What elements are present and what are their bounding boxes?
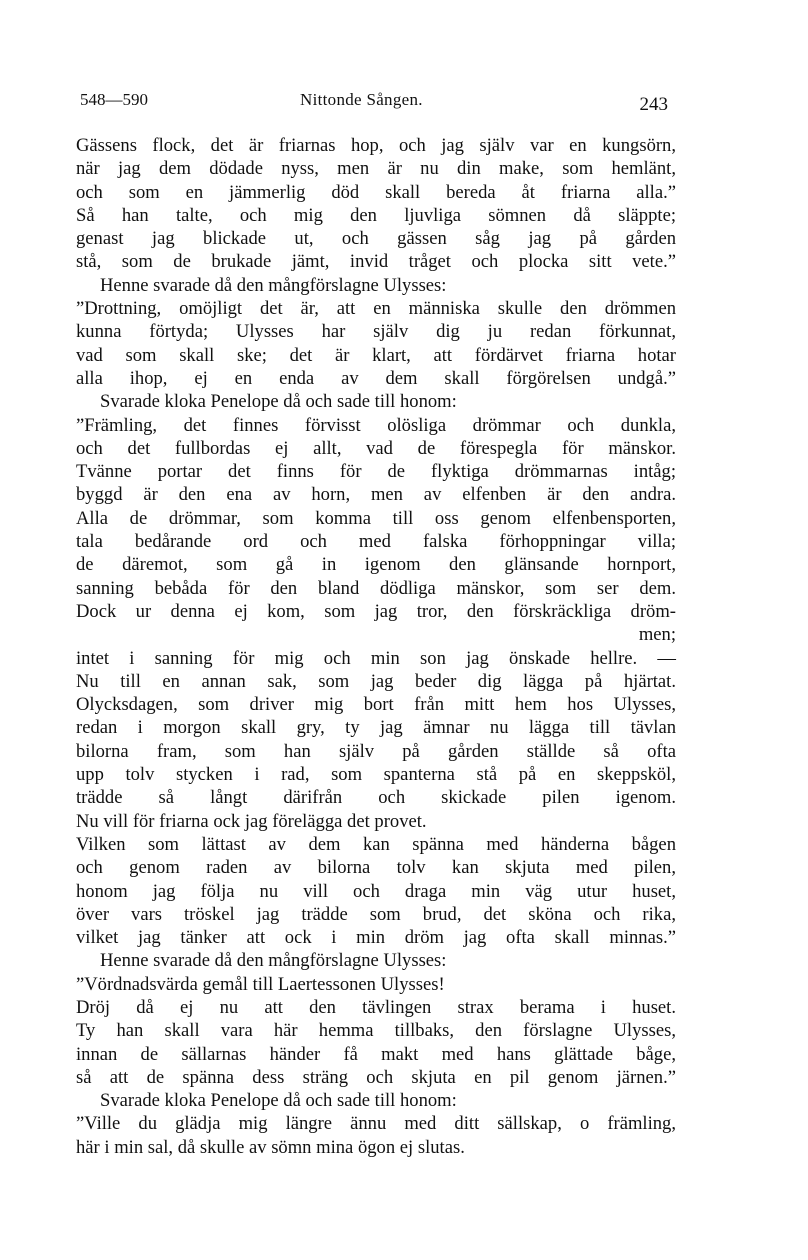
verse-line: Dock ur denna ej kom, som jag tror, den förskräckliga dröm- [76, 600, 676, 622]
line-range: 548—590 [80, 90, 148, 109]
verse-line: vilket jag tänker att ock i min dröm jag ofta skall minnas.” [76, 927, 676, 949]
running-title: Nittonde Sången. [300, 90, 423, 109]
verse-line: de däremot, som gå in igenom den glänsande hornport, [76, 554, 676, 576]
verse-line: Henne svarade då den mångförslagne Ulysses: [100, 274, 447, 296]
verse-line: upp tolv stycken i rad, som spanterna stå på en skeppsköl, [76, 764, 676, 786]
verse-line: sanning bebåda för den bland dödliga mänskor, som ser dem. [76, 577, 676, 599]
verse-line: ”Vördnadsvärda gemål till Laertessonen Ulysses! [76, 973, 445, 995]
verse-line: redan i morgon skall gry, ty jag ämnar nu lägga till tävlan [76, 717, 676, 739]
verse-line: Dröj då ej nu att den tävlingen strax berama i huset. [76, 996, 676, 1018]
verse-line: genast jag blickade ut, och gässen såg jag på gården [76, 228, 676, 250]
verse-line: Henne svarade då den mångförslagne Ulysses: [100, 950, 447, 972]
verse-line: Svarade kloka Penelope då och sade till honom: [100, 391, 457, 413]
verse-line: trädde så långt därifrån och skickade pilen igenom. [76, 787, 676, 809]
verse-line: här i min sal, då skulle av sömn mina ögon ej slutas. [76, 1136, 465, 1158]
verse-line: och som en jämmerlig död skall bereda åt friarna alla.” [76, 181, 676, 203]
verse-line: Så han talte, och mig den ljuvliga sömnen då släppte; [76, 204, 676, 226]
verse-line: ”Främling, det finnes förvisst olösliga drömmar och dunkla, [76, 414, 676, 436]
verse-line: stå, som de brukade jämt, invid tråget och plocka sitt vete.” [76, 251, 676, 273]
verse-text [76, 134, 676, 1159]
verse-line: Nu vill för friarna ock jag förelägga det provet. [76, 810, 427, 832]
verse-line: kunna förtyda; Ulysses har själv dig ju redan förkunnat, [76, 321, 676, 343]
verse-line: byggd är den ena av horn, men av elfenben är den andra. [76, 484, 676, 506]
verse-line: alla ihop, ej en enda av dem skall förgörelsen undgå.” [76, 367, 676, 389]
verse-line: Tvänne portar det finns för de flyktiga drömmarnas intåg; [76, 461, 676, 483]
verse-line: över vars tröskel jag trädde som brud, det sköna och rika, [76, 903, 676, 925]
verse-line: innan de sällarnas händer få makt med hans glättade båge, [76, 1043, 676, 1065]
verse-line: Vilken som lättast av dem kan spänna med händerna bågen [76, 833, 676, 855]
verse-line: honom jag följa nu vill och draga min väg utur huset, [76, 880, 676, 902]
page-number: 243 [639, 94, 668, 115]
verse-line: Alla de drömmar, som komma till oss genom elfenbensporten, [76, 507, 676, 529]
verse-line: tala bedårande ord och med falska förhoppningar villa; [76, 531, 676, 553]
verse-line: intet i sanning för mig och min son jag önskade hellre. — [76, 647, 676, 669]
verse-line: vad som skall ske; det är klart, att fördärvet friarna hotar [76, 344, 676, 366]
verse-line: Olycksdagen, som driver mig bort från mitt hem hos Ulysses, [76, 694, 676, 716]
verse-line: och genom raden av bilorna tolv kan skjuta med pilen, [76, 857, 676, 879]
verse-line: bilorna fram, som han själv på gården ställde så ofta [76, 740, 676, 762]
verse-line-continuation: men; [638, 624, 676, 646]
verse-line: Ty han skall vara här hemma tillbaks, den förslagne Ulysses, [76, 1020, 676, 1042]
page-header [80, 88, 668, 116]
verse-line: Nu till en annan sak, som jag beder dig lägga på hjärtat. [76, 670, 676, 692]
verse-line: ”Drottning, omöjligt det är, att en människa skulle den drömmen [76, 298, 676, 320]
verse-line: Svarade kloka Penelope då och sade till honom: [100, 1090, 457, 1112]
verse-line: när jag dem dödade nyss, men är nu din make, som hemlänt, [76, 158, 676, 180]
verse-line: och det fullbordas ej allt, vad de förespegla för mänskor. [76, 437, 676, 459]
verse-line: Gässens flock, det är friarnas hop, och jag själv var en kungsörn, [76, 135, 676, 156]
verse-line: ”Ville du glädja mig längre ännu med ditt sällskap, o främling, [76, 1113, 676, 1135]
verse-line: så att de spänna dess sträng och skjuta en pil genom järnen.” [76, 1066, 676, 1088]
